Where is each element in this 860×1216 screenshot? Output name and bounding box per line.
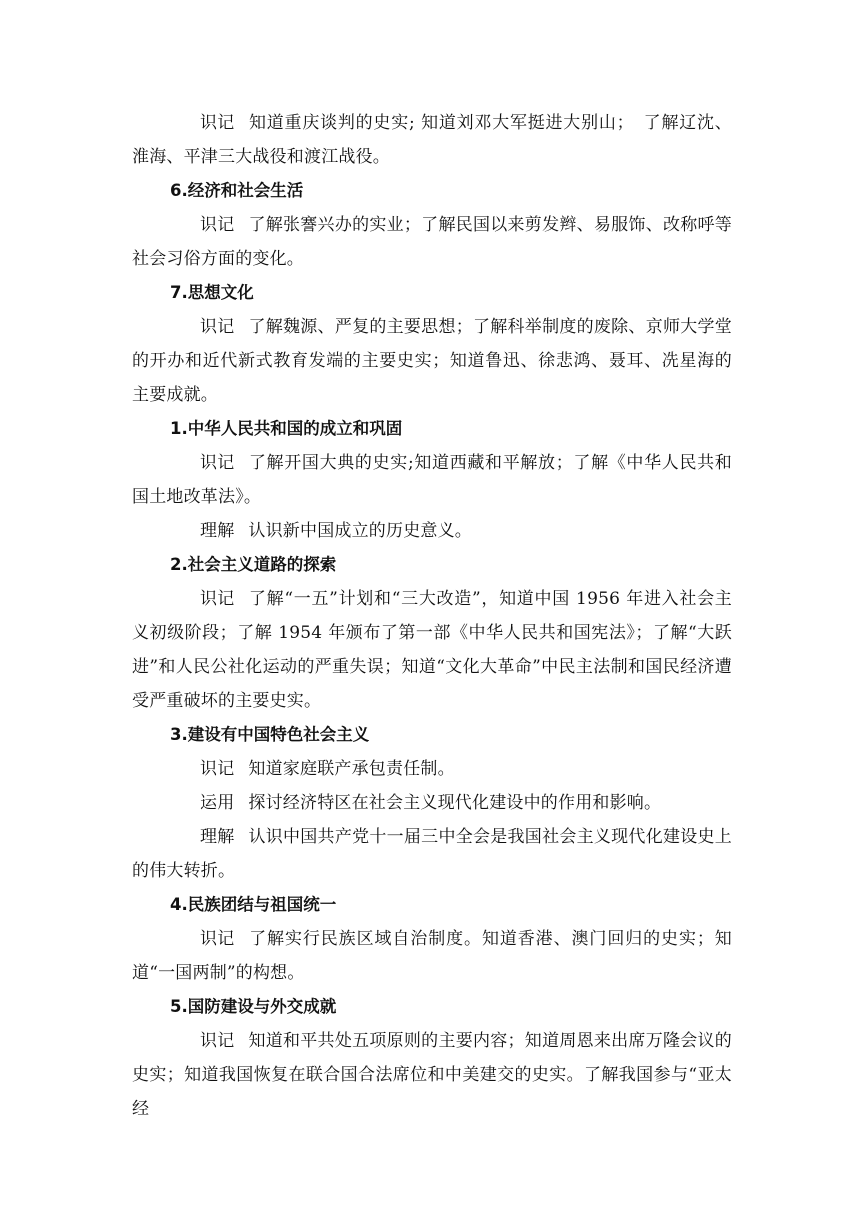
paragraph [132,786,732,820]
section-heading: 2.社会主义道路的探索 [170,555,337,574]
paragraph-text: 知道重庆谈判的史实; 知道刘邓大军挺进大别山； 了解辽沈、淮海、平津三大战役和渡江战役。 [132,113,732,167]
paragraph-text: 知道和平共处五项原则的主要内容；知道周恩来出席万隆会议的史实；知道我国恢复在联合国合法席位和中美建交的史实。了解我国参与“亚太经 [132,1031,732,1119]
paragraph-text: 了解实行民族区域自治制度。知道香港、澳门回归的史实；知道“一国两制”的构想。 [132,929,732,983]
paragraph-label: 运用 [200,793,235,813]
paragraph [132,752,732,786]
paragraph-label: 理解 [200,521,235,541]
paragraph-text: 认识中国共产党十一届三中全会是我国社会主义现代化建设史上的伟大转折。 [132,827,732,881]
paragraph-label: 识记 [200,1031,235,1051]
document-body [132,106,732,1126]
paragraph [132,106,732,174]
paragraph [132,310,732,412]
section-heading: 4.民族团结与祖国统一 [170,895,337,914]
paragraph [132,1024,732,1126]
paragraph-label: 识记 [200,759,235,779]
paragraph-text: 了解开国大典的史实;知道西藏和平解放；了解《中华人民共和国土地改革法》。 [132,453,732,507]
paragraph-text: 认识新中国成立的历史意义。 [248,521,473,541]
paragraph-label: 识记 [200,113,235,133]
paragraph [132,582,732,718]
paragraph-text: 了解张謇兴办的实业；了解民国以来剪发辫、易服饰、改称呼等社会习俗方面的变化。 [132,215,732,269]
paragraph-label: 识记 [200,929,235,949]
paragraph [132,208,732,276]
paragraph [132,514,732,548]
paragraph-text: 知道家庭联产承包责任制。 [248,759,455,779]
paragraph-text: 了解魏源、严复的主要思想；了解科举制度的废除、京师大学堂的开办和近代新式教育发端的主要史实；知道鲁迅、徐悲鸿、聂耳、冼星海的主要成就。 [132,317,732,405]
section-heading: 1.中华人民共和国的成立和巩固 [170,419,403,438]
section-heading: 7.思想文化 [170,283,254,302]
paragraph-text: 探讨经济特区在社会主义现代化建设中的作用和影响。 [248,793,662,813]
paragraph-label: 识记 [200,317,235,337]
paragraph-text: 了解“一五”计划和“三大改造”，知道中国 1956 年进入社会主义初级阶段；了解 1954 年颁布了第一部《中华人民共和国宪法》；了解“大跃进”和人民公社化运动的严重失误；知道“文化大革命”中民主法制和国民经济遭受严重破坏的主要史实。 [132,589,732,711]
paragraph-label: 识记 [200,215,235,235]
paragraph [132,922,732,990]
paragraph [132,820,732,888]
paragraph [132,446,732,514]
paragraph-label: 理解 [200,827,235,847]
section-heading: 3.建设有中国特色社会主义 [170,725,370,744]
paragraph-label: 识记 [200,453,235,473]
paragraph-label: 识记 [200,589,235,609]
section-heading: 5.国防建设与外交成就 [170,997,337,1016]
section-heading: 6.经济和社会生活 [170,181,304,200]
